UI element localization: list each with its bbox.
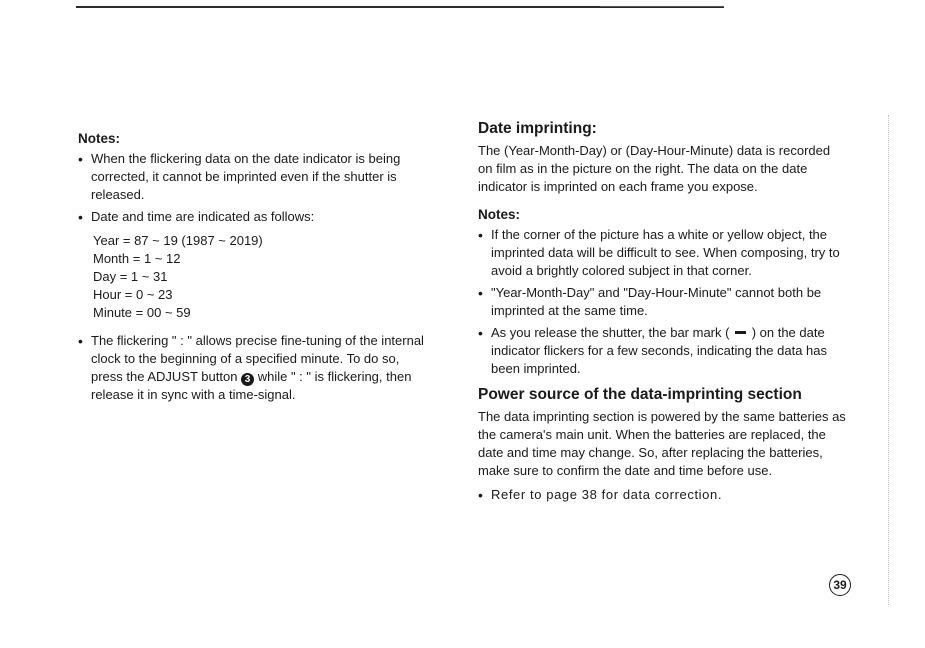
date-imprinting-heading: Date imprinting: bbox=[478, 120, 597, 137]
hour-range: Hour = 0 ~ 23 bbox=[93, 287, 173, 302]
year-range: Year = 87 ~ 19 (1987 ~ 2019) bbox=[93, 233, 263, 248]
left-note-item: • The flickering " : " allows precise fine-tuning of the internal clock to the beginning of a specified minute. To do so, press the ADJUST button 3 while " : " is flickering, then release it in sync with a time-signal. bbox=[78, 332, 428, 404]
right-note-item: • As you release the shutter, the bar mark ( ) on the date indicator flickers for a few seconds, indicating the data has been imprinted. bbox=[478, 324, 848, 378]
date-imprinting-paragraph: The (Year-Month-Day) or (Day-Hour-Minute) data is recorded on film as in the picture on the right. The data on the date indicator is imprinted on each frame you expose. bbox=[478, 143, 831, 194]
page-number: 39 bbox=[829, 574, 851, 596]
day-range: Day = 1 ~ 31 bbox=[93, 269, 168, 284]
left-note-item: • Date and time are indicated as follows: bbox=[78, 208, 428, 226]
right-notes-list bbox=[478, 226, 848, 378]
power-source-heading: Power source of the data-imprinting section bbox=[478, 386, 802, 403]
right-note-item: • "Year-Month-Day" and "Day-Hour-Minute" cannot both be imprinted at the same time. bbox=[478, 284, 848, 320]
top-rule-extension bbox=[600, 6, 724, 7]
right-note-item: • If the corner of the picture has a white or yellow object, the imprinted data will be difficult to see. When composing, try to avoid a brightly colored subject in that corner. bbox=[478, 226, 848, 280]
date-range-table bbox=[93, 232, 428, 322]
right-notes-heading: Notes: bbox=[478, 207, 521, 222]
minute-range: Minute = 00 ~ 59 bbox=[93, 305, 191, 320]
left-column bbox=[78, 130, 428, 408]
left-notes-heading: Notes: bbox=[78, 131, 121, 146]
left-notes-list bbox=[78, 150, 428, 226]
refer-item: • Refer to page 38 for data correction. bbox=[478, 486, 848, 504]
refer-list bbox=[478, 486, 848, 504]
adjust-button-number-icon: 3 bbox=[241, 373, 254, 386]
right-column bbox=[478, 120, 848, 508]
bar-mark-icon bbox=[735, 331, 746, 334]
scan-edge-artifact bbox=[888, 115, 891, 605]
left-notes-list-continued bbox=[78, 332, 428, 404]
left-note-item: • When the flickering data on the date indicator is being corrected, it cannot be imprinted even if the shutter is released. bbox=[78, 150, 428, 204]
power-source-paragraph: The data imprinting section is powered by the same batteries as the camera's main unit. When the batteries are replaced, the date and time may change. So, after replacing the batteries, make sure to confirm the date and time before use. bbox=[478, 409, 846, 478]
month-range: Month = 1 ~ 12 bbox=[93, 251, 181, 266]
